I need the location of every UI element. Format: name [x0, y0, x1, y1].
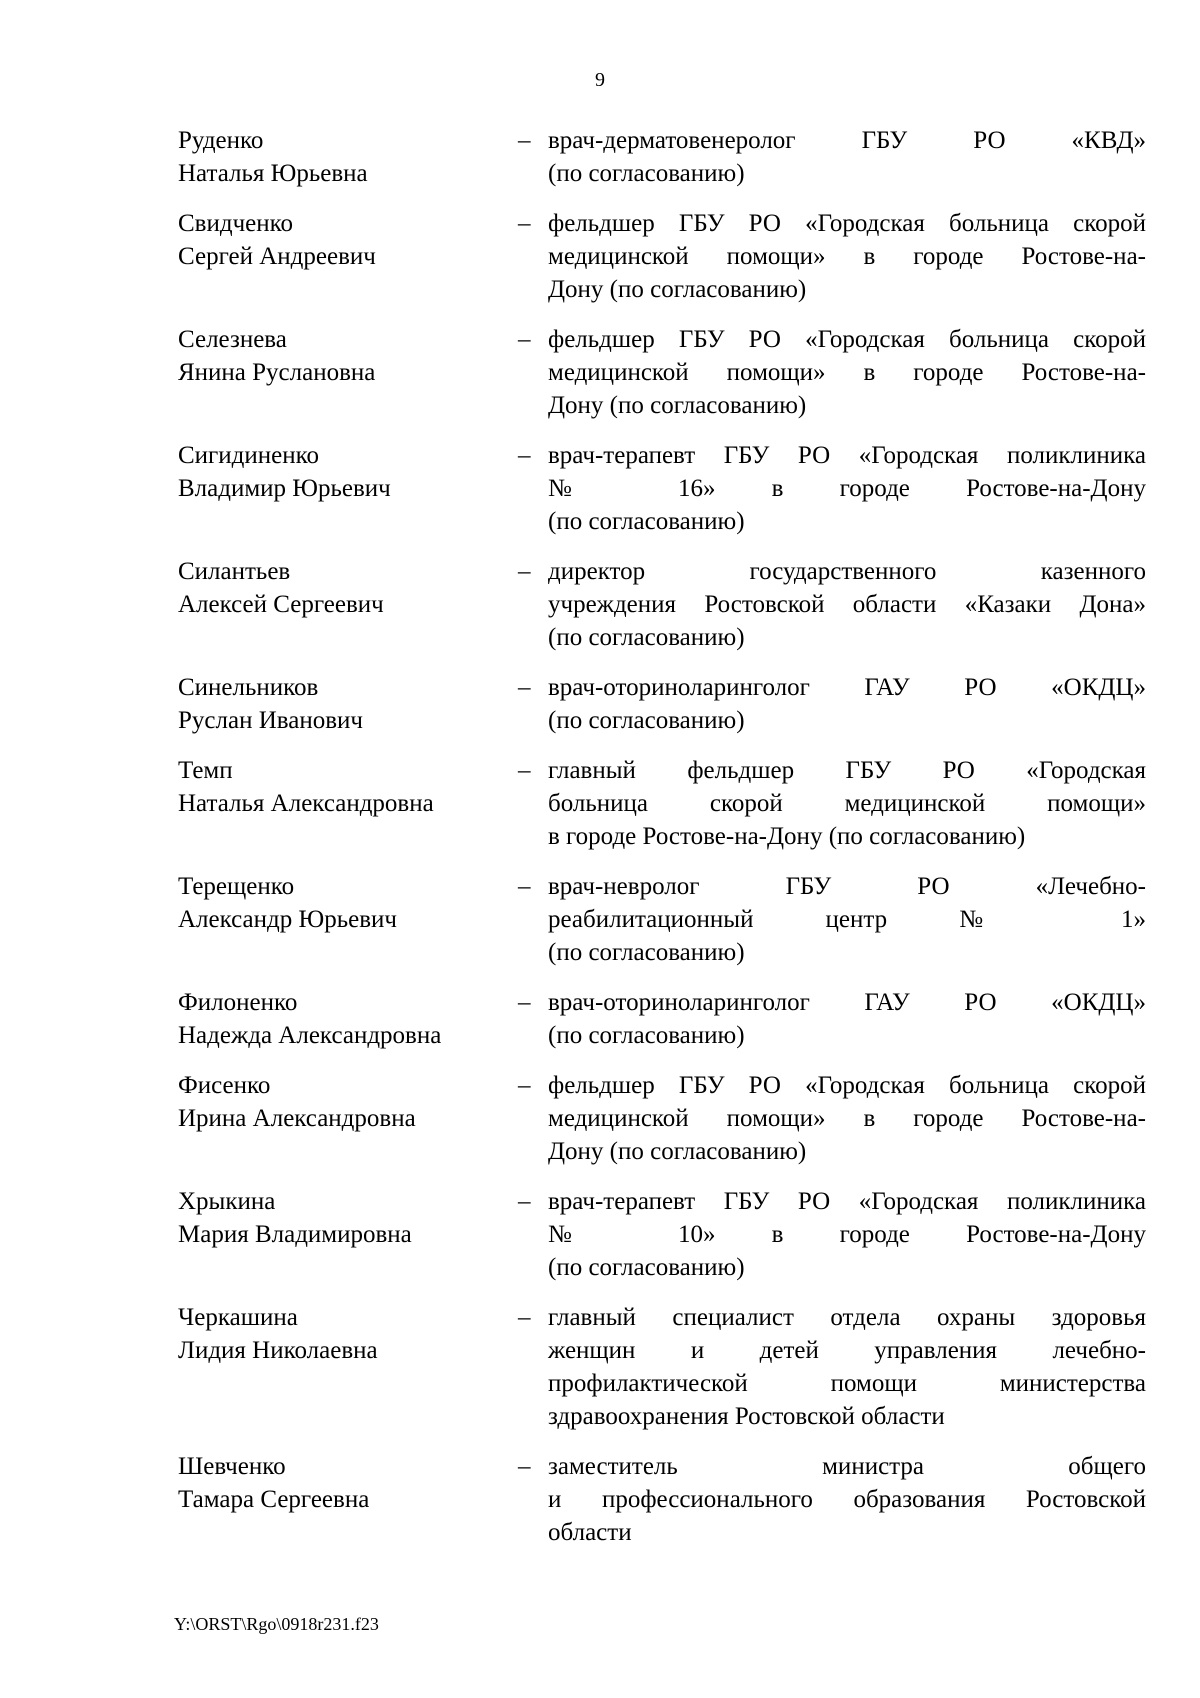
member-given-names: Янина Руслановна	[178, 359, 376, 386]
member-name	[178, 986, 518, 1052]
member-surname: Свидченко	[178, 210, 294, 237]
member-entry	[178, 1301, 1146, 1433]
position-line: врач-дерматовенеролог ГБУ РО «КВД»	[548, 127, 1146, 154]
file-path-footer: Y:\ORST\Rgo\0918r231.f23	[174, 1614, 379, 1634]
member-surname: Руденко	[178, 127, 264, 154]
position-line: учреждения Ростовской области «Казаки Дона»	[548, 591, 1146, 618]
member-given-names: Тамара Сергеевна	[178, 1486, 370, 1513]
member-name	[178, 754, 518, 853]
position-line: (по согласованию)	[548, 707, 745, 734]
dash-separator: –	[518, 873, 531, 900]
member-position	[548, 870, 1146, 969]
position-line: фельдшер ГБУ РО «Городская больница скорой	[548, 1072, 1146, 1099]
dash-separator: –	[518, 442, 531, 469]
member-surname: Шевченко	[178, 1453, 286, 1480]
position-line: Дону (по согласованию)	[548, 392, 807, 419]
member-position	[548, 754, 1146, 853]
position-line: врач-терапевт ГБУ РО «Городская поликлиника	[548, 442, 1146, 469]
member-name	[178, 124, 518, 190]
member-position	[548, 671, 1146, 737]
position-line: больница скорой медицинской помощи»	[548, 790, 1146, 817]
position-line: (по согласованию)	[548, 1254, 745, 1281]
member-given-names: Ирина Александровна	[178, 1105, 416, 1132]
member-name	[178, 870, 518, 969]
member-given-names: Наталья Юрьевна	[178, 160, 368, 187]
position-line: заместитель министра общего	[548, 1453, 1146, 1480]
member-position	[548, 207, 1146, 306]
position-line: (по согласованию)	[548, 939, 745, 966]
member-name	[178, 1069, 518, 1168]
member-surname: Селезнева	[178, 326, 287, 353]
position-line: (по согласованию)	[548, 624, 745, 651]
member-surname: Силантьев	[178, 558, 291, 585]
member-entry	[178, 323, 1146, 422]
member-list	[178, 124, 1146, 1566]
position-line: Дону (по согласованию)	[548, 1138, 807, 1165]
member-entry	[178, 671, 1146, 737]
member-surname: Филоненко	[178, 989, 298, 1016]
position-line: Дону (по согласованию)	[548, 276, 807, 303]
member-surname: Темп	[178, 757, 233, 784]
position-line: главный специалист отдела охраны здоровья	[548, 1304, 1146, 1331]
position-line: врач-невролог ГБУ РО «Лечебно-	[548, 873, 1146, 900]
dash-separator: –	[518, 558, 531, 585]
member-entry	[178, 124, 1146, 190]
position-line: медицинской помощи» в городе Ростове-на-	[548, 1105, 1146, 1132]
member-name	[178, 1185, 518, 1284]
member-entry	[178, 1069, 1146, 1168]
dash-separator: –	[518, 989, 531, 1016]
member-position	[548, 1069, 1146, 1168]
member-name	[178, 439, 518, 538]
position-line: (по согласованию)	[548, 508, 745, 535]
position-line: главный фельдшер ГБУ РО «Городская	[548, 757, 1146, 784]
position-line: № 16» в городе Ростове-на-Дону	[548, 475, 1146, 502]
member-position	[548, 1450, 1146, 1549]
position-line: (по согласованию)	[548, 160, 745, 187]
member-position	[548, 986, 1146, 1052]
position-line: медицинской помощи» в городе Ростове-на-	[548, 359, 1146, 386]
member-given-names: Мария Владимировна	[178, 1221, 412, 1248]
dash-separator: –	[518, 1188, 531, 1215]
member-name	[178, 671, 518, 737]
member-name	[178, 555, 518, 654]
member-given-names: Лидия Николаевна	[178, 1337, 378, 1364]
position-line: области	[548, 1519, 632, 1546]
position-line: врач-оториноларинголог ГАУ РО «ОКДЦ»	[548, 674, 1146, 701]
member-position	[548, 555, 1146, 654]
page-number: 9	[595, 69, 605, 91]
member-given-names: Алексей Сергеевич	[178, 591, 384, 618]
member-entry	[178, 754, 1146, 853]
member-position	[548, 124, 1146, 190]
member-surname: Хрыкина	[178, 1188, 276, 1215]
dash-separator: –	[518, 127, 531, 154]
dash-separator: –	[518, 674, 531, 701]
position-line: профилактической помощи министерства	[548, 1370, 1146, 1397]
member-name	[178, 323, 518, 422]
member-entry	[178, 1450, 1146, 1549]
member-entry	[178, 870, 1146, 969]
dash-separator: –	[518, 1072, 531, 1099]
member-surname: Сигидиненко	[178, 442, 320, 469]
member-given-names: Руслан Иванович	[178, 707, 363, 734]
member-name	[178, 207, 518, 306]
dash-separator: –	[518, 326, 531, 353]
member-entry	[178, 555, 1146, 654]
position-line: фельдшер ГБУ РО «Городская больница скорой	[548, 210, 1146, 237]
position-line: здравоохранения Ростовской области	[548, 1403, 945, 1430]
member-given-names: Надежда Александровна	[178, 1022, 442, 1049]
position-line: директор государственного казенного	[548, 558, 1146, 585]
member-surname: Черкашина	[178, 1304, 298, 1331]
member-entry	[178, 439, 1146, 538]
member-given-names: Сергей Андреевич	[178, 243, 376, 270]
member-position	[548, 439, 1146, 538]
member-surname: Синельников	[178, 674, 319, 701]
dash-separator: –	[518, 210, 531, 237]
position-line: врач-терапевт ГБУ РО «Городская поликлиника	[548, 1188, 1146, 1215]
position-line: врач-оториноларинголог ГАУ РО «ОКДЦ»	[548, 989, 1146, 1016]
position-line: (по согласованию)	[548, 1022, 745, 1049]
member-position	[548, 323, 1146, 422]
member-surname: Терещенко	[178, 873, 295, 900]
member-position	[548, 1301, 1146, 1433]
member-position	[548, 1185, 1146, 1284]
dash-separator: –	[518, 1304, 531, 1331]
member-surname: Фисенко	[178, 1072, 271, 1099]
position-line: фельдшер ГБУ РО «Городская больница скорой	[548, 326, 1146, 353]
position-line: и профессионального образования Ростовской	[548, 1486, 1146, 1513]
position-line: женщин и детей управления лечебно-	[548, 1337, 1146, 1364]
member-given-names: Владимир Юрьевич	[178, 475, 391, 502]
position-line: медицинской помощи» в городе Ростове-на-	[548, 243, 1146, 270]
member-entry	[178, 207, 1146, 306]
member-entry	[178, 986, 1146, 1052]
position-line: № 10» в городе Ростове-на-Дону	[548, 1221, 1146, 1248]
member-entry	[178, 1185, 1146, 1284]
member-given-names: Александр Юрьевич	[178, 906, 397, 933]
member-given-names: Наталья Александровна	[178, 790, 434, 817]
position-line: в городе Ростове-на-Дону (по согласованию)	[548, 823, 1026, 850]
dash-separator: –	[518, 757, 531, 784]
dash-separator: –	[518, 1453, 531, 1480]
position-line: реабилитационный центр № 1»	[548, 906, 1146, 933]
member-name	[178, 1450, 518, 1549]
member-name	[178, 1301, 518, 1433]
